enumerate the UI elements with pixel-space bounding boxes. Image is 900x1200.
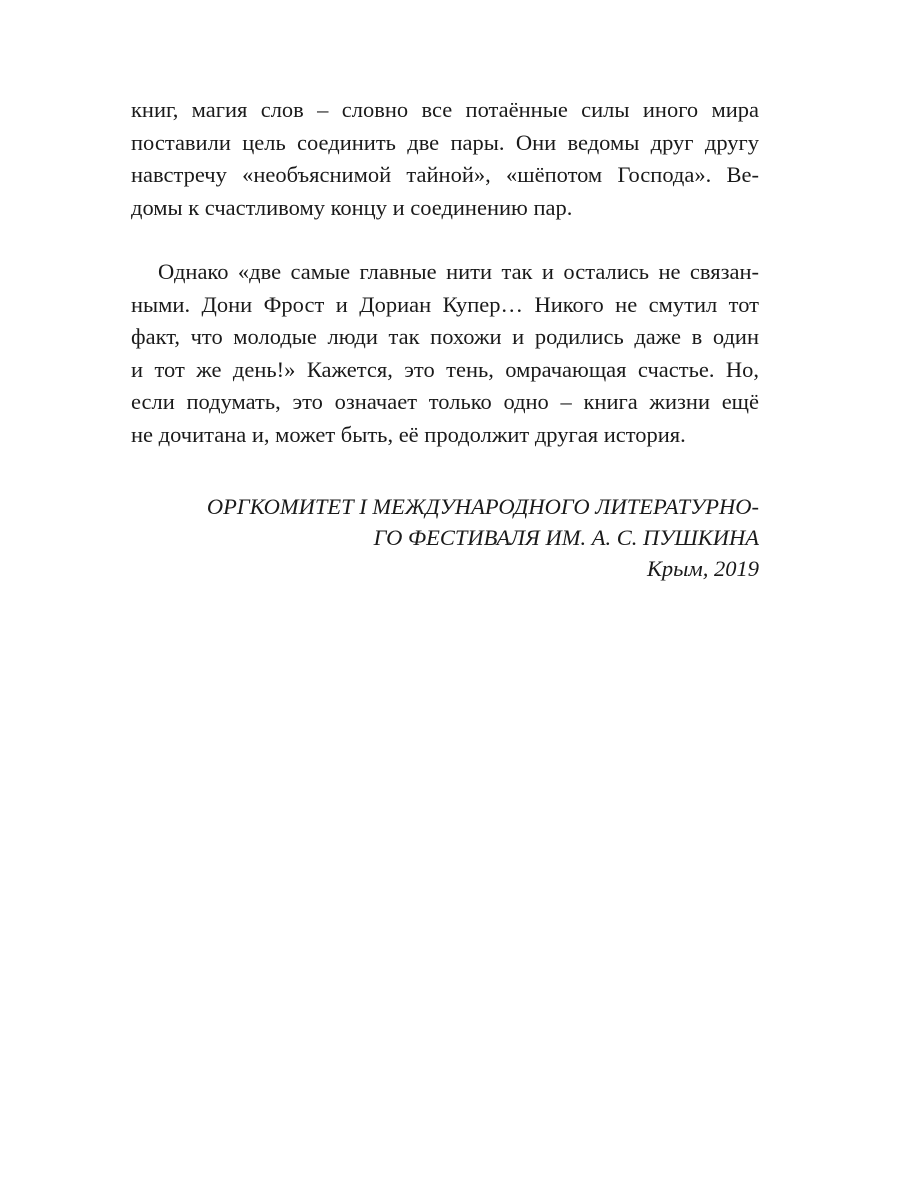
page-body [131, 94, 759, 584]
text-line: навстречу «необъяснимой тайной», «шёпотом Господа». Ве- [131, 162, 759, 187]
paragraph-2 [131, 256, 759, 451]
text-line: Однако «две самые главные нити так и остались не связан- [158, 259, 759, 284]
text-line: ными. Дони Фрост и Дориан Купер… Никого не смутил тот [131, 291, 759, 317]
text-line: не дочитана и, может быть, её продолжит другая история. [131, 421, 686, 447]
signature-org-line-1: ОРГКОМИТЕТ I МЕЖДУНАРОДНОГО ЛИТЕРАТУРНО- [206, 494, 759, 519]
text-line: факт, что молодые люди так похожи и родились даже в один [131, 324, 759, 349]
signature-org-line-2: ГО ФЕСТИВАЛЯ ИМ. А. С. ПУШКИНА [373, 525, 759, 550]
paragraph-1 [131, 94, 759, 224]
text-line: поставили цель соединить две пары. Они ведомы друг другу [131, 129, 759, 155]
text-line: и тот же день!» Кажется, это тень, омрачающая счастье. Но, [131, 356, 759, 382]
text-line: книг, магия слов – словно все потаённые силы иного мира [131, 97, 759, 122]
text-line: если подумать, это означает только одно – книга жизни ещё [131, 389, 759, 414]
text-line: домы к счастливому концу и соединению пар. [131, 194, 573, 220]
signature-block [131, 491, 759, 584]
signature-place-date: Крым, 2019 [646, 556, 759, 581]
